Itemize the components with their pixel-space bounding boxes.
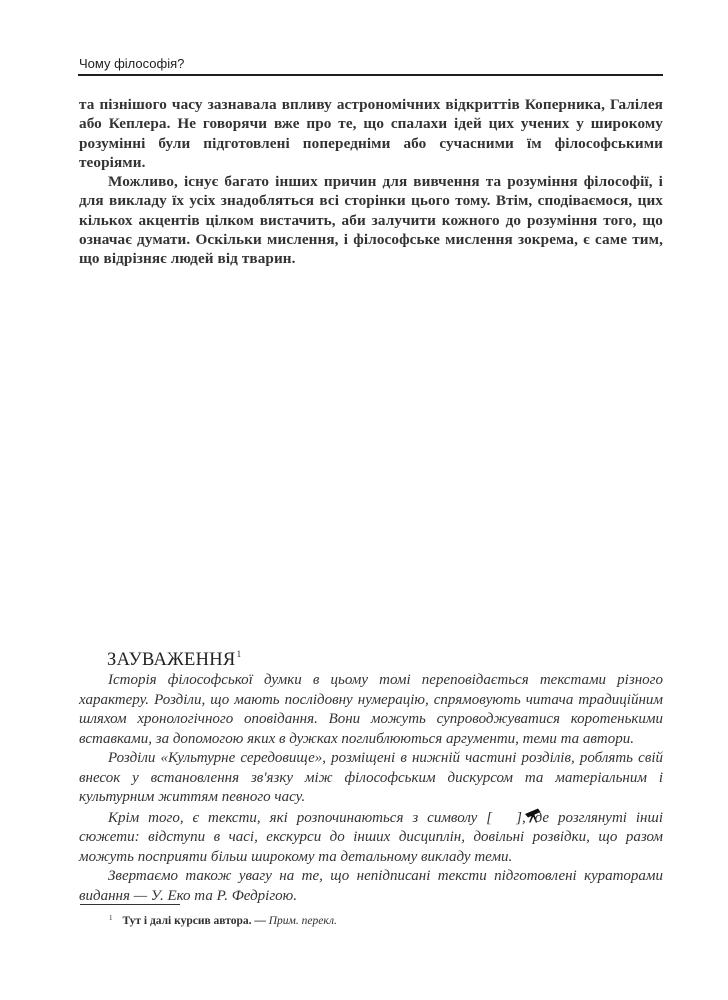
notes-heading-text: ЗАУВАЖЕННЯ: [107, 650, 236, 670]
body-paragraph: та пізнішого часу зазнавала впливу астрономічних відкриттів Коперника, Галілея або Кеплера. Не говорячи вже про те, що спалахи ідей цих учених у широкому розумінні були підготовлені попередніми або сучасними їм філософськими теоріями.: [79, 96, 663, 171]
notes-paragraph: Звертаємо також увагу на те, що непідписані тексти підготовлені кураторами видання — У. Еко та Р. Федрігою.: [79, 868, 663, 904]
telescope-icon: [494, 808, 514, 823]
footnote-text: Тут і далі курсив автора. —: [122, 915, 266, 927]
notes-paragraph: Розділи «Культурне середовище», розміщені в нижній частині розділів, роблять свій внесок у встановлення зв'язку між філософським дискурсом та матеріальним і культурним життям певного часу.: [79, 750, 663, 805]
notes-paragraph-text: Крім того, є тексти, які розпочинаються з символу [: [108, 809, 493, 826]
notes-heading: [107, 643, 663, 671]
footnote-reference: 1: [236, 649, 242, 659]
header-rule: [78, 74, 663, 76]
notes-paragraph: Історія філософської думки в цьому томі переповідається текстами різного характеру. Розділи, що мають послідовну нумерацію, спрямовують читача традиційним шляхом хронологічного оповідання. Вони можуть супроводжуватися коротенькими вставками, за допомогою яких в дужках поглиблюються аргументи, теми та автори.: [79, 672, 663, 747]
notes-paragraph: [79, 808, 663, 868]
footnote-italic-text: Прим. перекл.: [268, 915, 337, 927]
notes-text: [79, 671, 663, 906]
body-text: [79, 95, 663, 269]
footnote-rule: [80, 904, 180, 905]
notes-section: [79, 643, 663, 906]
notes-paragraph-text: ], де розглянуті інші сюжети: відступи в часі, екскурси до інших дисциплін, довільні розвідки, що разом можуть посприяти більш широкому та детальному викладу теми.: [79, 809, 663, 865]
body-paragraph: Можливо, існує багато інших причин для вивчення та розуміння філософії, і для викладу їх усіх знадобляться всі сторінки цього тому. Втім, сподіваємося, цих кількох акцентів цілком вистачить, аби залучити кожного до розуміння того, що означає думати. Оскільки мислення, і філософське мислення зокрема, є саме тим, що відрізняє людей від тварин.: [79, 173, 663, 268]
footnote-mark: 1: [109, 914, 113, 922]
footnote: [109, 914, 337, 927]
running-head: Чому філософія?: [79, 56, 185, 71]
